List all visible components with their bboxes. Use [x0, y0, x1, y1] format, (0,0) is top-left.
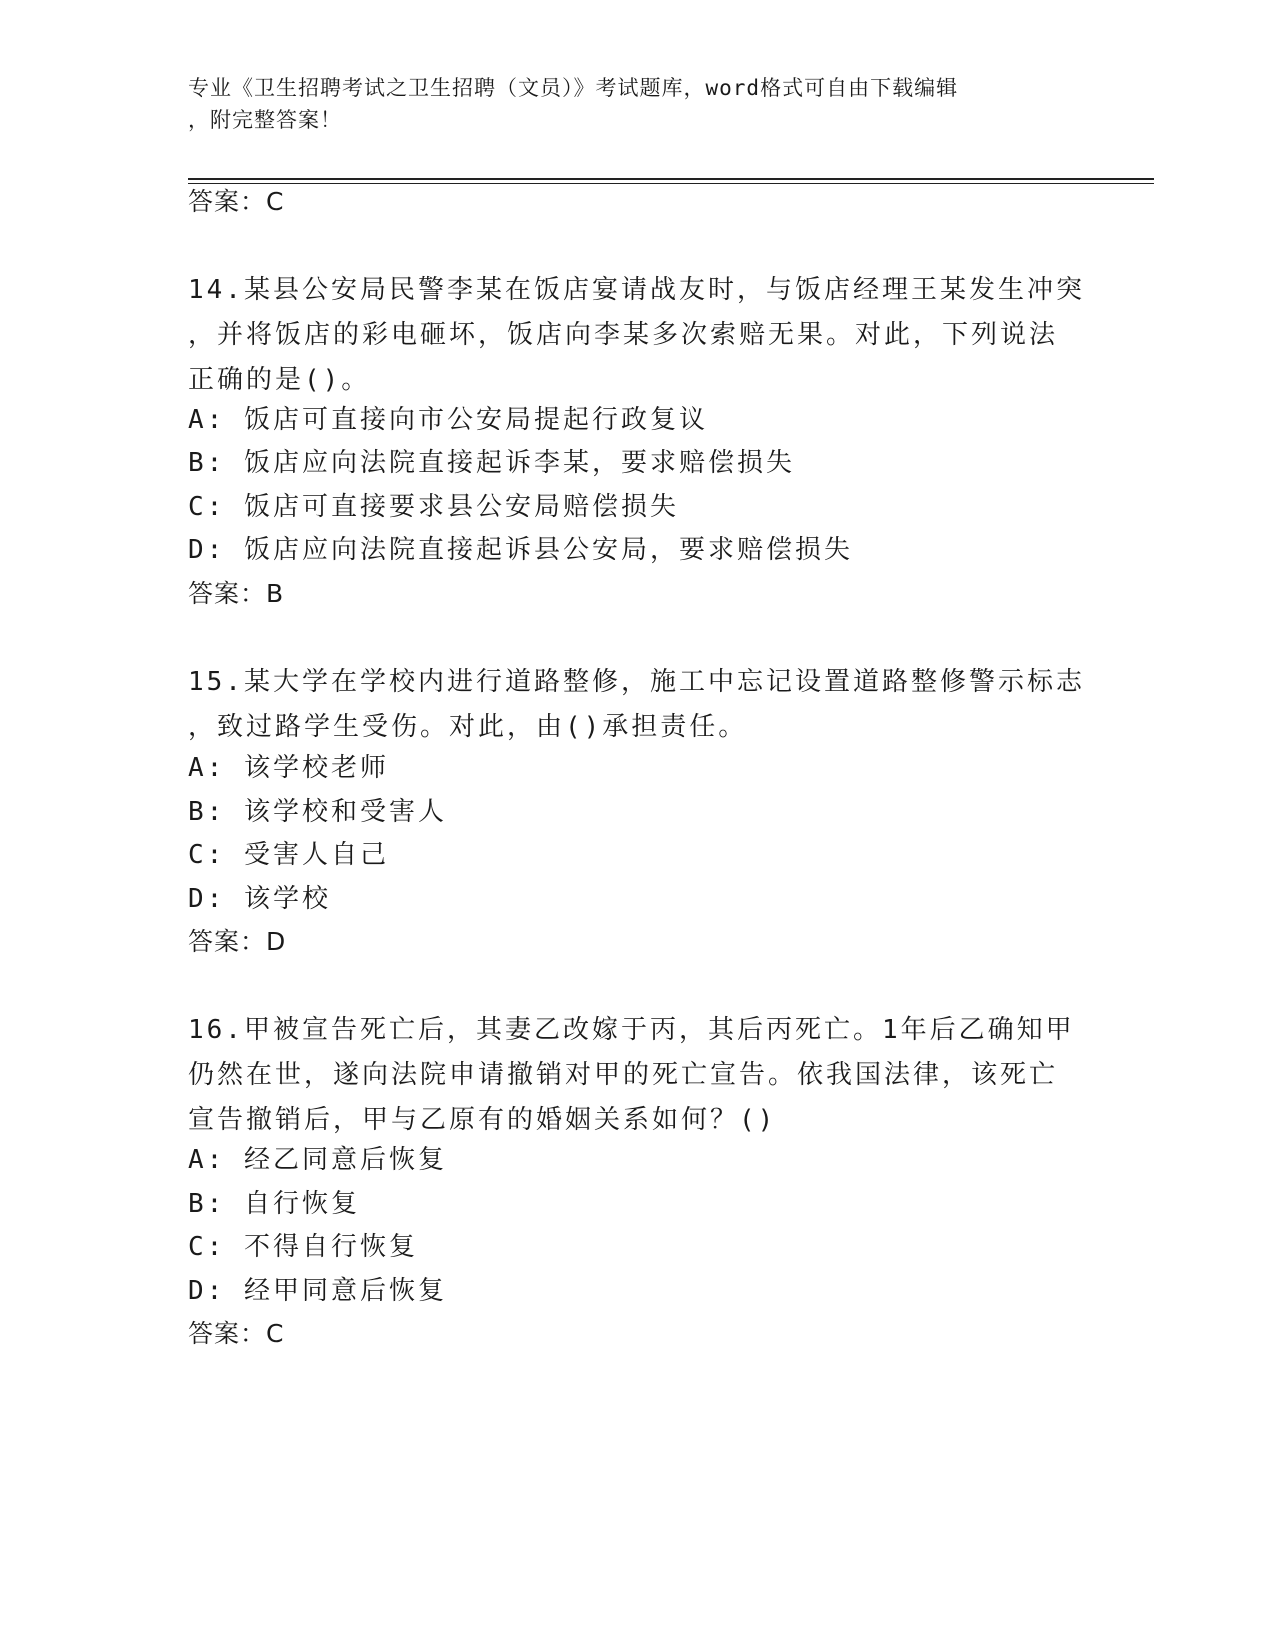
question-14-option-c: C: 饭店可直接要求县公安局赔偿损失 [188, 492, 679, 522]
question-16-option-c: C: 不得自行恢复 [188, 1232, 418, 1262]
header-divider [188, 178, 1154, 180]
header-divider-thin [188, 183, 1154, 184]
header-note: 专业《卫生招聘考试之卫生招聘（文员）》考试题库，word格式可自由下载编辑 ，附完整答案！ [188, 76, 959, 132]
question-14-option-b: B: 饭店应向法院直接起诉李某，要求赔偿损失 [188, 448, 795, 478]
question-15-text: 15.某大学在学校内进行道路整修，施工中忘记设置道路整修警示标志 ，致过路学生受伤。对此，由()承担责任。 [188, 667, 1085, 742]
question-16-text: 16.甲被宣告死亡后，其妻乙改嫁于丙，其后丙死亡。1年后乙确知甲 仍然在世，遂向法院申请撤销对甲的死亡宣告。依我国法律，该死亡 宣告撤销后，甲与乙原有的婚姻关系如何？() [188, 1015, 1075, 1135]
question-14-answer: 答案：B [188, 579, 285, 608]
question-14-option-a: A: 饭店可直接向市公安局提起行政复议 [188, 405, 708, 435]
question-15-answer: 答案：D [188, 927, 287, 956]
answer-prev: 答案：C [188, 187, 285, 216]
question-16-answer: 答案：C [188, 1319, 285, 1348]
question-16-option-a: A: 经乙同意后恢复 [188, 1145, 447, 1175]
question-14-option-d: D: 饭店应向法院直接起诉县公安局，要求赔偿损失 [188, 535, 853, 565]
question-15-option-d: D: 该学校 [188, 884, 331, 914]
question-15-option-a: A: 该学校老师 [188, 753, 389, 783]
question-16-option-d: D: 经甲同意后恢复 [188, 1276, 447, 1306]
question-15-option-c: C: 受害人自己 [188, 840, 389, 870]
question-15-option-b: B: 该学校和受害人 [188, 797, 447, 827]
question-16-option-b: B: 自行恢复 [188, 1189, 360, 1219]
question-14-text: 14.某县公安局民警李某在饭店宴请战友时，与饭店经理王某发生冲突 ，并将饭店的彩电砸坏，饭店向李某多次索赔无果。对此，下列说法 正确的是()。 [188, 275, 1085, 395]
